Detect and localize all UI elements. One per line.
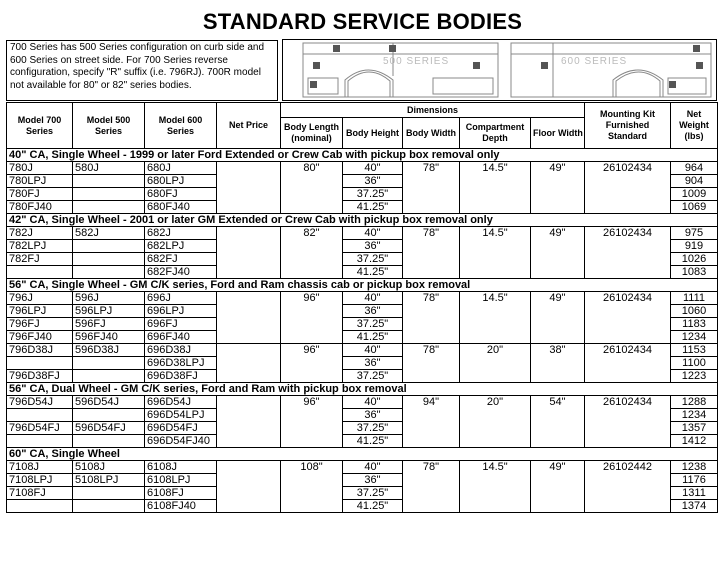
body-width-cell: 78" bbox=[403, 227, 460, 279]
mounting-kit-cell: 26102434 bbox=[585, 344, 671, 383]
model-600-cell: 680LPJ bbox=[145, 175, 217, 188]
body-length-cell: 82" bbox=[281, 227, 343, 279]
model-500-cell bbox=[73, 253, 145, 266]
model-600-cell: 6108J bbox=[145, 461, 217, 474]
model-700-cell: 796D54FJ bbox=[7, 422, 73, 435]
section-title: 56" CA, Dual Wheel - GM C/K series, Ford and Ram with pickup box removal bbox=[7, 383, 718, 396]
model-500-cell bbox=[73, 175, 145, 188]
net-weight-cell: 1374 bbox=[671, 500, 718, 513]
mounting-kit-cell: 26102434 bbox=[585, 292, 671, 344]
header-floor-width: Floor Width bbox=[531, 118, 585, 149]
series-note: 700 Series has 500 Series configuration on curb side and 600 Series on street side. For 700 Series reverse configuration, specify "R" suffix (i.e. 796RJ). 700R model not available for 80" or 82" series bodies. bbox=[6, 40, 278, 101]
net-weight-cell: 1083 bbox=[671, 266, 718, 279]
model-600-cell: 696D54LPJ bbox=[145, 409, 217, 422]
model-500-cell bbox=[73, 409, 145, 422]
model-600-cell: 696J bbox=[145, 292, 217, 305]
model-500-cell bbox=[73, 487, 145, 500]
body-height-cell: 37.25" bbox=[343, 422, 403, 435]
mounting-kit-cell: 26102434 bbox=[585, 162, 671, 214]
model-500-cell: 580J bbox=[73, 162, 145, 175]
table-body bbox=[7, 149, 718, 513]
model-700-cell bbox=[7, 435, 73, 448]
model-500-cell bbox=[73, 500, 145, 513]
model-600-cell: 696FJ40 bbox=[145, 331, 217, 344]
net-weight-cell: 1234 bbox=[671, 331, 718, 344]
model-600-cell: 696FJ bbox=[145, 318, 217, 331]
body-height-cell: 40" bbox=[343, 162, 403, 175]
compartment-depth-cell: 20" bbox=[460, 396, 531, 448]
model-500-cell: 596D54J bbox=[73, 396, 145, 409]
net-price-cell bbox=[217, 292, 281, 344]
model-600-cell: 696D54FJ40 bbox=[145, 435, 217, 448]
model-600-cell: 6108LPJ bbox=[145, 474, 217, 487]
body-height-cell: 36" bbox=[343, 305, 403, 318]
model-700-cell: 796FJ bbox=[7, 318, 73, 331]
body-width-cell: 78" bbox=[403, 162, 460, 214]
model-700-cell: 796D38FJ bbox=[7, 370, 73, 383]
net-weight-cell: 1183 bbox=[671, 318, 718, 331]
model-600-cell: 680J bbox=[145, 162, 217, 175]
header-net-price: Net Price bbox=[217, 103, 281, 149]
body-height-cell: 40" bbox=[343, 344, 403, 357]
section-title: 42" CA, Single Wheel - 2001 or later GM Extended or Crew Cab with pickup box removal only bbox=[7, 214, 718, 227]
body-width-cell: 78" bbox=[403, 344, 460, 383]
body-height-cell: 40" bbox=[343, 396, 403, 409]
model-700-cell bbox=[7, 266, 73, 279]
net-weight-cell: 1153 bbox=[671, 344, 718, 357]
model-700-cell: 796D54J bbox=[7, 396, 73, 409]
floor-width-cell: 49" bbox=[531, 162, 585, 214]
diagram-label-500: 500 SERIES bbox=[383, 56, 450, 67]
model-500-cell: 596D54FJ bbox=[73, 422, 145, 435]
header-net-weight: Net Weight (lbs) bbox=[671, 103, 718, 149]
body-height-cell: 41.25" bbox=[343, 500, 403, 513]
model-500-cell: 596LPJ bbox=[73, 305, 145, 318]
body-height-cell: 40" bbox=[343, 461, 403, 474]
header-body-length: Body Length (nominal) bbox=[281, 118, 343, 149]
model-700-cell: 796FJ40 bbox=[7, 331, 73, 344]
model-700-cell: 7108FJ bbox=[7, 487, 73, 500]
model-600-cell: 680FJ40 bbox=[145, 201, 217, 214]
service-body-table bbox=[6, 102, 718, 513]
body-height-cell: 36" bbox=[343, 409, 403, 422]
header-model-600: Model 600 Series bbox=[145, 103, 217, 149]
body-height-cell: 36" bbox=[343, 175, 403, 188]
net-weight-cell: 1357 bbox=[671, 422, 718, 435]
model-600-cell: 682J bbox=[145, 227, 217, 240]
body-height-cell: 37.25" bbox=[343, 188, 403, 201]
compartment-depth-cell: 20" bbox=[460, 344, 531, 383]
net-weight-cell: 1009 bbox=[671, 188, 718, 201]
model-600-cell: 6108FJ40 bbox=[145, 500, 217, 513]
net-price-cell bbox=[217, 396, 281, 448]
net-weight-cell: 975 bbox=[671, 227, 718, 240]
model-600-cell: 696D38LPJ bbox=[145, 357, 217, 370]
model-500-cell bbox=[73, 266, 145, 279]
header-model-500: Model 500 Series bbox=[73, 103, 145, 149]
section-row bbox=[7, 214, 718, 227]
service-body-illustration bbox=[283, 40, 716, 100]
body-length-cell: 108" bbox=[281, 461, 343, 513]
body-width-cell: 78" bbox=[403, 461, 460, 513]
floor-width-cell: 49" bbox=[531, 461, 585, 513]
body-height-cell: 41.25" bbox=[343, 266, 403, 279]
body-height-cell: 37.25" bbox=[343, 370, 403, 383]
model-600-cell: 696D54FJ bbox=[145, 422, 217, 435]
mounting-kit-cell: 26102434 bbox=[585, 396, 671, 448]
model-600-cell: 682LPJ bbox=[145, 240, 217, 253]
floor-width-cell: 38" bbox=[531, 344, 585, 383]
model-500-cell bbox=[73, 240, 145, 253]
model-500-cell: 582J bbox=[73, 227, 145, 240]
body-diagram bbox=[282, 39, 717, 101]
body-height-cell: 37.25" bbox=[343, 253, 403, 266]
section-row bbox=[7, 383, 718, 396]
model-500-cell bbox=[73, 201, 145, 214]
header-body-width: Body Width bbox=[403, 118, 460, 149]
model-700-cell: 796J bbox=[7, 292, 73, 305]
body-height-cell: 36" bbox=[343, 357, 403, 370]
model-500-cell bbox=[73, 370, 145, 383]
model-700-cell: 782FJ bbox=[7, 253, 73, 266]
net-weight-cell: 1069 bbox=[671, 201, 718, 214]
section-title: 40" CA, Single Wheel - 1999 or later Ford Extended or Crew Cab with pickup box removal only bbox=[7, 149, 718, 162]
net-weight-cell: 919 bbox=[671, 240, 718, 253]
model-500-cell: 5108LPJ bbox=[73, 474, 145, 487]
compartment-depth-cell: 14.5" bbox=[460, 162, 531, 214]
net-weight-cell: 964 bbox=[671, 162, 718, 175]
table-row bbox=[7, 162, 718, 175]
table-row bbox=[7, 292, 718, 305]
model-500-cell: 5108J bbox=[73, 461, 145, 474]
net-price-cell bbox=[217, 461, 281, 513]
table-row bbox=[7, 461, 718, 474]
body-length-cell: 96" bbox=[281, 292, 343, 344]
diagram-label-600: 600 SERIES bbox=[561, 56, 628, 67]
body-height-cell: 41.25" bbox=[343, 435, 403, 448]
body-height-cell: 41.25" bbox=[343, 201, 403, 214]
body-height-cell: 40" bbox=[343, 227, 403, 240]
net-weight-cell: 1288 bbox=[671, 396, 718, 409]
header-body-height: Body Height bbox=[343, 118, 403, 149]
body-height-cell: 37.25" bbox=[343, 487, 403, 500]
section-row bbox=[7, 279, 718, 292]
net-weight-cell: 1111 bbox=[671, 292, 718, 305]
model-500-cell: 596J bbox=[73, 292, 145, 305]
net-weight-cell: 1412 bbox=[671, 435, 718, 448]
net-weight-cell: 1223 bbox=[671, 370, 718, 383]
net-price-cell bbox=[217, 344, 281, 383]
body-height-cell: 41.25" bbox=[343, 331, 403, 344]
model-700-cell bbox=[7, 357, 73, 370]
body-width-cell: 94" bbox=[403, 396, 460, 448]
model-500-cell: 596FJ40 bbox=[73, 331, 145, 344]
model-500-cell bbox=[73, 357, 145, 370]
model-500-cell bbox=[73, 188, 145, 201]
floor-width-cell: 54" bbox=[531, 396, 585, 448]
body-length-cell: 96" bbox=[281, 344, 343, 383]
model-500-cell: 596D38J bbox=[73, 344, 145, 357]
model-600-cell: 696LPJ bbox=[145, 305, 217, 318]
section-row bbox=[7, 448, 718, 461]
table-row bbox=[7, 227, 718, 240]
floor-width-cell: 49" bbox=[531, 292, 585, 344]
mounting-kit-cell: 26102434 bbox=[585, 227, 671, 279]
compartment-depth-cell: 14.5" bbox=[460, 227, 531, 279]
model-600-cell: 6108FJ bbox=[145, 487, 217, 500]
model-700-cell: 796D38J bbox=[7, 344, 73, 357]
body-length-cell: 80" bbox=[281, 162, 343, 214]
model-700-cell: 780FJ bbox=[7, 188, 73, 201]
model-600-cell: 680FJ bbox=[145, 188, 217, 201]
header-mounting-kit: Mounting Kit Furnished Standard bbox=[585, 103, 671, 149]
model-700-cell: 780J bbox=[7, 162, 73, 175]
body-height-cell: 36" bbox=[343, 474, 403, 487]
model-600-cell: 696D38J bbox=[145, 344, 217, 357]
net-weight-cell: 1060 bbox=[671, 305, 718, 318]
header-dimensions: Dimensions bbox=[281, 103, 585, 118]
section-title: 60" CA, Single Wheel bbox=[7, 448, 718, 461]
table-row bbox=[7, 396, 718, 409]
section-title: 56" CA, Single Wheel - GM C/K series, Ford and Ram chassis cab or pickup box removal bbox=[7, 279, 718, 292]
model-600-cell: 696D54J bbox=[145, 396, 217, 409]
body-length-cell: 96" bbox=[281, 396, 343, 448]
model-500-cell bbox=[73, 435, 145, 448]
net-weight-cell: 1026 bbox=[671, 253, 718, 266]
net-weight-cell: 1234 bbox=[671, 409, 718, 422]
net-weight-cell: 1311 bbox=[671, 487, 718, 500]
net-price-cell bbox=[217, 227, 281, 279]
section-row bbox=[7, 149, 718, 162]
net-weight-cell: 904 bbox=[671, 175, 718, 188]
body-height-cell: 37.25" bbox=[343, 318, 403, 331]
model-600-cell: 682FJ bbox=[145, 253, 217, 266]
model-700-cell bbox=[7, 500, 73, 513]
model-700-cell: 780LPJ bbox=[7, 175, 73, 188]
net-weight-cell: 1100 bbox=[671, 357, 718, 370]
body-width-cell: 78" bbox=[403, 292, 460, 344]
net-weight-cell: 1176 bbox=[671, 474, 718, 487]
compartment-depth-cell: 14.5" bbox=[460, 292, 531, 344]
model-700-cell: 796LPJ bbox=[7, 305, 73, 318]
model-700-cell: 782J bbox=[7, 227, 73, 240]
model-700-cell bbox=[7, 409, 73, 422]
net-price-cell bbox=[217, 162, 281, 214]
model-700-cell: 782LPJ bbox=[7, 240, 73, 253]
body-height-cell: 40" bbox=[343, 292, 403, 305]
floor-width-cell: 49" bbox=[531, 227, 585, 279]
model-600-cell: 696D38FJ bbox=[145, 370, 217, 383]
header-compartment-depth: Compartment Depth bbox=[460, 118, 531, 149]
model-700-cell: 780FJ40 bbox=[7, 201, 73, 214]
model-700-cell: 7108J bbox=[7, 461, 73, 474]
model-500-cell: 596FJ bbox=[73, 318, 145, 331]
model-700-cell: 7108LPJ bbox=[7, 474, 73, 487]
table-row bbox=[7, 344, 718, 357]
model-600-cell: 682FJ40 bbox=[145, 266, 217, 279]
header-model-700: Model 700 Series bbox=[7, 103, 73, 149]
net-weight-cell: 1238 bbox=[671, 461, 718, 474]
mounting-kit-cell: 26102442 bbox=[585, 461, 671, 513]
compartment-depth-cell: 14.5" bbox=[460, 461, 531, 513]
page-title: STANDARD SERVICE BODIES bbox=[202, 9, 523, 34]
body-height-cell: 36" bbox=[343, 240, 403, 253]
